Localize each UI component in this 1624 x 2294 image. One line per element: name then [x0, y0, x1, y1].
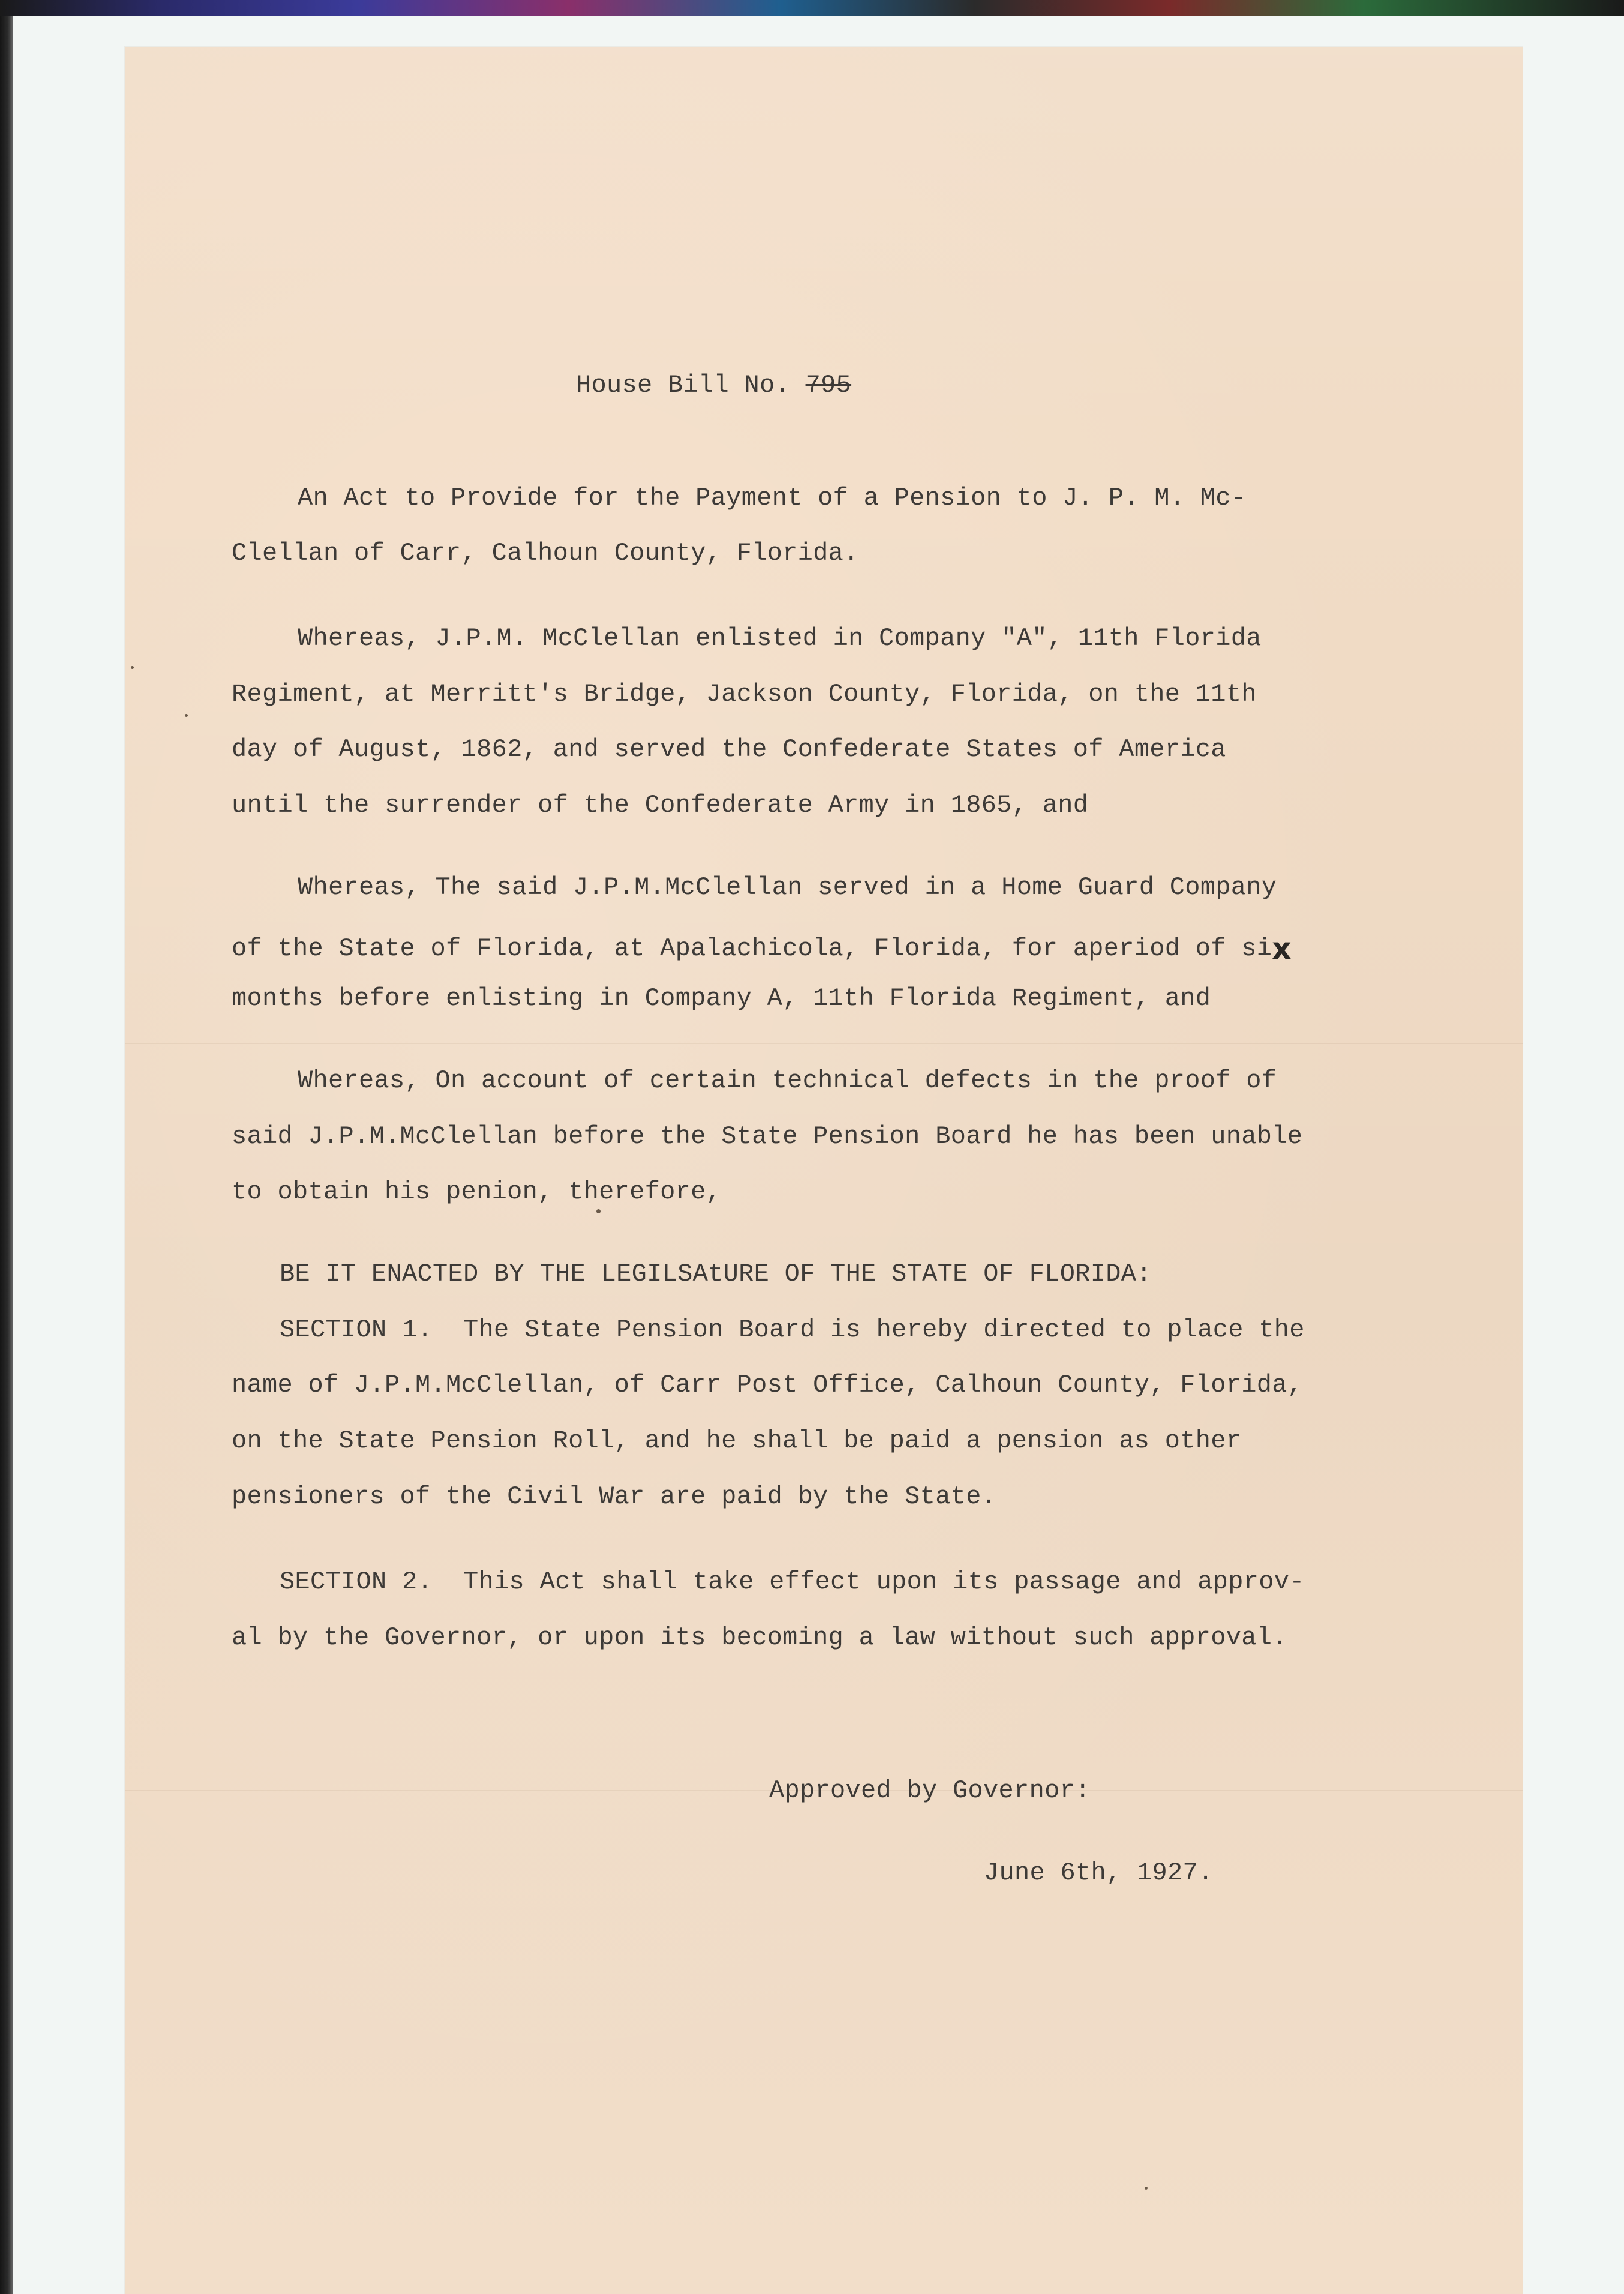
section-1-line: pensioners of the Civil War are paid by the State.	[232, 1482, 997, 1511]
whereas-line: months before enlisting in Company A, 11th Florida Regiment, and	[232, 984, 1211, 1013]
section-1-line: SECTION 1. The State Pension Board is hereby directed to place the	[280, 1315, 1305, 1344]
act-title-line: An Act to Provide for the Payment of a Pension to J. P. M. Mc-	[298, 484, 1247, 512]
scan-speck	[131, 666, 134, 669]
section-1-line: name of J.P.M.McClellan, of Carr Post Office, Calhoun County, Florida,	[232, 1371, 1303, 1399]
bill-title-prefix: House Bill No.	[576, 371, 806, 400]
paper-speck	[1145, 2187, 1148, 2190]
document-page	[125, 47, 1523, 2294]
scan-edge-top	[0, 0, 1624, 16]
paper-speck	[596, 1209, 601, 1213]
bill-number-struck: 795	[805, 371, 852, 400]
section-2-line: SECTION 2. This Act shall take effect upon its passage and approv-	[280, 1567, 1305, 1596]
approval-date: June 6th, 1927.	[984, 1858, 1214, 1887]
whereas-line: until the surrender of the Confederate Army in 1865, and	[232, 791, 1089, 820]
handwritten-x-mark: x	[1272, 931, 1292, 966]
whereas-line	[232, 930, 1292, 966]
scan-speck	[185, 714, 188, 717]
whereas-line: day of August, 1862, and served the Confederate States of America	[232, 735, 1226, 764]
enacting-clause: BE IT ENACTED BY THE LEGILSAtURE OF THE STATE OF FLORIDA:	[280, 1260, 1152, 1288]
bill-title	[576, 373, 851, 398]
whereas-line: Whereas, On account of certain technical defects in the proof of	[298, 1066, 1277, 1095]
whereas-line: to obtain his penion, therefore,	[232, 1177, 722, 1206]
whereas-line: Whereas, The said J.P.M.McClellan served in a Home Guard Company	[298, 873, 1277, 902]
approval-label: Approved by Governor:	[769, 1776, 1091, 1805]
section-1-line: on the State Pension Roll, and he shall be paid a pension as other	[232, 1426, 1242, 1455]
whereas-line-text: of the State of Florida, at Apalachicola, Florida, for aperiod of si	[232, 934, 1272, 963]
section-2-line: al by the Governor, or upon its becoming a law without such approval.	[232, 1623, 1287, 1652]
scan-edge-left	[0, 16, 13, 2294]
fold-crease	[125, 1043, 1523, 1044]
act-title-line: Clellan of Carr, Calhoun County, Florida.	[232, 539, 859, 568]
whereas-line: said J.P.M.McClellan before the State Pension Board he has been unable	[232, 1122, 1303, 1151]
whereas-line: Regiment, at Merritt's Bridge, Jackson County, Florida, on the 11th	[232, 680, 1257, 709]
whereas-line: Whereas, J.P.M. McClellan enlisted in Company "A", 11th Florida	[298, 624, 1262, 653]
